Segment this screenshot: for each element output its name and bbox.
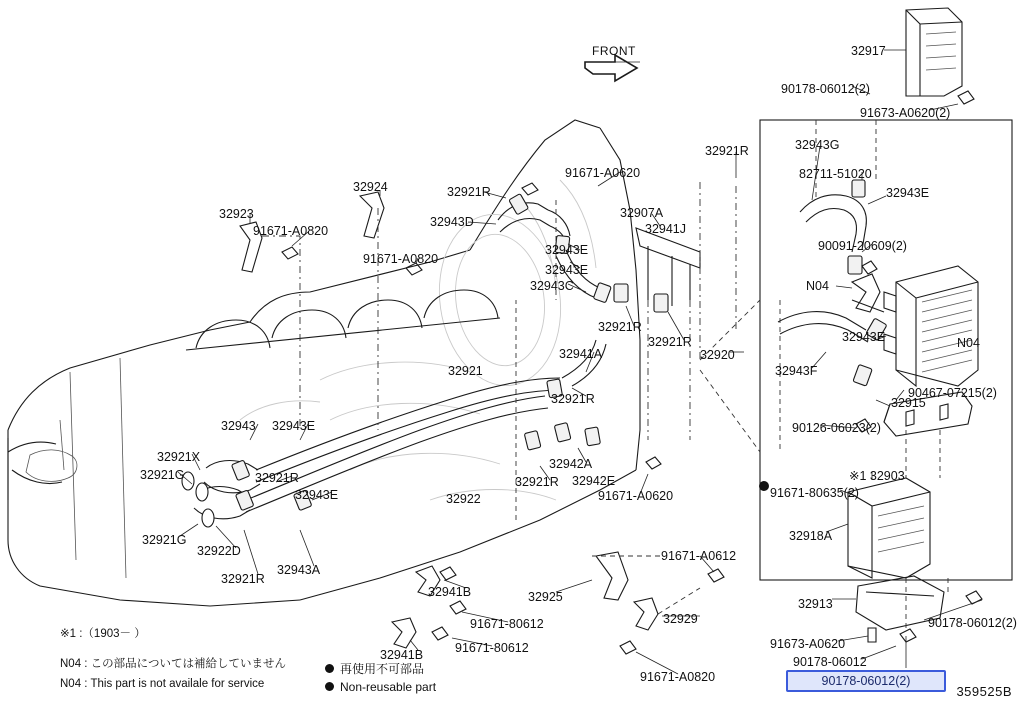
part-label: 32918A <box>789 529 833 543</box>
part-label: 91671-A0820 <box>253 224 329 238</box>
part-label: 91671-80612 <box>455 641 529 655</box>
part-label: 91671-A0620 <box>565 166 641 180</box>
part-label: 32921R <box>221 572 265 586</box>
part-label: 32943F <box>775 364 818 378</box>
part-label: 91671-A0612 <box>661 549 737 563</box>
part-label: 32921R <box>551 392 595 406</box>
part-label: 32922 <box>446 492 481 506</box>
part-label: 32921R <box>447 185 491 199</box>
part-label: 82711-51020 <box>799 167 872 181</box>
part-label: 91671-A0820 <box>363 252 439 266</box>
note-n04-en: N04 : This part is not availale for service <box>60 678 265 690</box>
part-label: 32941B <box>380 648 424 662</box>
part-label: 32943C <box>530 279 574 293</box>
part-label: 32921X <box>157 450 201 464</box>
part-label: 32915 <box>891 396 926 410</box>
part-label: 32941J <box>645 222 687 236</box>
part-label: FRONT <box>592 44 636 58</box>
part-label: 32922D <box>197 544 241 558</box>
part-label: 90091-20609(2) <box>818 239 907 253</box>
part-label: 90126-06023(2) <box>792 421 881 435</box>
front-arrow-icon <box>585 55 637 81</box>
part-label: 32923 <box>219 207 254 221</box>
part-label: 32943E <box>272 419 316 433</box>
part-label: N04 <box>957 336 980 350</box>
part-label: 90178-06012(2) <box>781 82 870 96</box>
note-date-range: ※1 :（1903－ ） <box>60 628 146 640</box>
cooler-pipes <box>182 340 606 527</box>
part-label: 90178-06012(2) <box>928 616 1017 630</box>
highlighted-part-number: 90178-06012(2) <box>821 674 911 688</box>
part-label: 32929 <box>663 612 698 626</box>
part-label: 32941A <box>559 347 603 361</box>
part-label: 91671-A0820 <box>640 670 716 684</box>
part-label: 32943E <box>545 243 589 257</box>
part-label: 32943D <box>430 215 474 229</box>
legend-nonreusable-en: Non-reusable part <box>325 680 436 694</box>
part-label: 32921R <box>598 320 642 334</box>
note-n04-jp: N04 : この部品については補給していません <box>60 658 286 670</box>
part-label: ※1 32903 <box>849 469 905 483</box>
part-label: 32925 <box>528 590 563 604</box>
part-label: 91671-A0620 <box>598 489 674 503</box>
oil-cooler-assembly <box>759 8 982 642</box>
part-label: 32920 <box>700 348 735 362</box>
part-label: N04 <box>806 279 829 293</box>
part-label: 32943 <box>221 419 256 433</box>
part-label: 32921R <box>705 144 749 158</box>
legend-nonreusable-jp: 再使用不可部品 <box>325 660 424 677</box>
part-label: 32943E <box>886 186 930 200</box>
part-label: 32921R <box>515 475 559 489</box>
part-label: 32943A <box>277 563 321 577</box>
bullet-icon <box>325 664 334 673</box>
part-label: 32921R <box>255 471 299 485</box>
part-label: 32921R <box>648 335 692 349</box>
part-label: 32921 <box>448 364 483 378</box>
highlighted-part-callout[interactable] <box>786 670 946 692</box>
part-label: 90178-06012 <box>793 655 867 669</box>
part-label: 32942E <box>572 474 616 488</box>
part-label: 32921G <box>142 533 187 547</box>
part-label: 32943E <box>295 488 339 502</box>
assembly-guide-lines <box>262 120 948 630</box>
part-label: 32942A <box>549 457 593 471</box>
part-label: 32913 <box>798 597 833 611</box>
part-label: 32943E <box>842 330 886 344</box>
diagram-code: 359525B <box>956 684 1012 699</box>
part-label: 91673-A0620 <box>770 637 846 651</box>
part-label: 91671-80612 <box>470 617 544 631</box>
bullet-icon <box>325 682 334 691</box>
part-label: 32941B <box>428 585 472 599</box>
part-label: 32907A <box>620 206 664 220</box>
part-label: 91673-A0620(2) <box>860 106 951 120</box>
part-label: 32921G <box>140 468 185 482</box>
part-label: 32943G <box>795 138 840 152</box>
part-label: 32924 <box>353 180 388 194</box>
part-label: 32943E <box>545 263 589 277</box>
part-label: 32917 <box>851 44 886 58</box>
engine-outline <box>8 120 640 606</box>
part-label: 90467-07215(2) <box>908 386 997 400</box>
part-label: 91671-80635(2) <box>770 486 859 500</box>
